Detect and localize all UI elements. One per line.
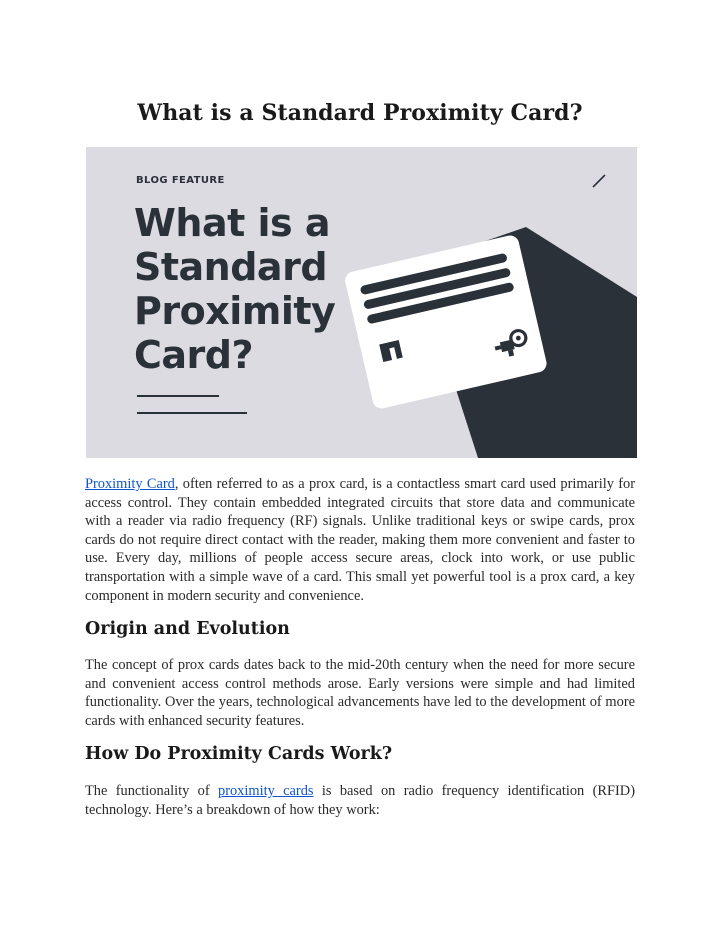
origin-text: The concept of prox cards dates back to the mid-20th century when the need for more secure and convenient access control methods arose. Early versions were simple and had limited functionality. Over the years, technological advancements have led to the development of more cards with enhanced security features. bbox=[85, 657, 635, 729]
proximity-card-link[interactable]: Proximity Card bbox=[85, 476, 175, 492]
proximity-cards-link[interactable]: proximity cards bbox=[218, 783, 314, 799]
page-title: What is a Standard Proximity Card? bbox=[137, 100, 583, 126]
hero-heading-line: Standard bbox=[134, 245, 328, 289]
section-heading-origin: Origin and Evolution bbox=[85, 619, 290, 639]
intro-text: , often referred to as a prox card, is a contactless smart card used primarily for access control. They contain embedded integrated circuits that store data and communicate with a reader via radio frequency (RF) signals. Unlike traditional keys or swipe cards, prox cards do not require direct contact with the reader, making them more convenient and faster to use. Every day, millions of people access secure areas, clock into work, or use public transportation with a simple wave of a card. This small yet powerful tool is a prox card, a key component in modern security and convenience. bbox=[85, 476, 636, 604]
hero-image bbox=[86, 147, 637, 458]
hero-heading bbox=[134, 201, 335, 377]
intro-paragraph bbox=[85, 475, 635, 605]
origin-paragraph bbox=[85, 656, 635, 730]
hero-divider-short bbox=[137, 395, 219, 397]
how-it-works-paragraph bbox=[85, 782, 635, 819]
hero-heading-line: What is a bbox=[134, 201, 331, 245]
hero-divider-long bbox=[137, 412, 247, 414]
hero-kicker: BLOG FEATURE bbox=[136, 175, 225, 186]
hero-heading-line: Card? bbox=[134, 333, 254, 377]
section-heading-how-it-works: How Do Proximity Cards Work? bbox=[85, 744, 393, 764]
how-text-before: The functionality of bbox=[85, 783, 218, 799]
how-text-after: is based on radio frequency identification (RFID) technology. Here’s a breakdown of how they work: bbox=[85, 783, 635, 818]
hero-heading-line: Proximity bbox=[134, 289, 336, 333]
